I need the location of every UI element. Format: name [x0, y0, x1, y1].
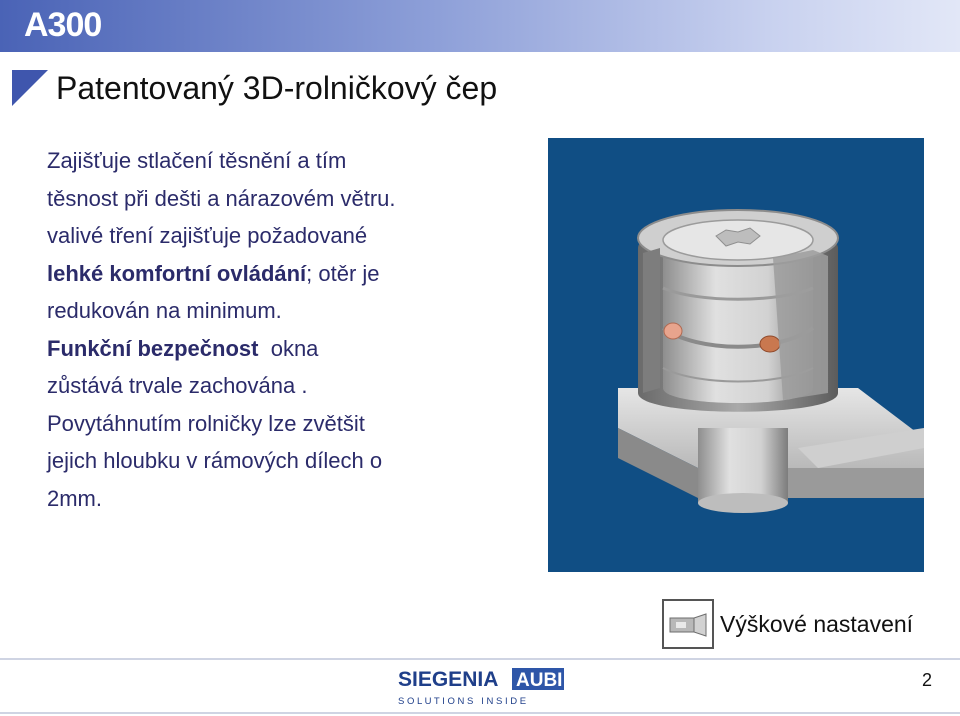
- siegenia-aubi-logo: [396, 662, 572, 708]
- body-line: [47, 255, 527, 293]
- body-line: Povytáhnutím rolničky lze zvětšit: [47, 410, 365, 436]
- body-line: zůstává trvale zachována .: [47, 373, 308, 398]
- roller-pin-render: [548, 138, 924, 572]
- roller-left: [664, 323, 682, 339]
- emphasis-text: Funkční bezpečnost: [47, 335, 259, 361]
- logo-name: SIEGENIA: [398, 668, 499, 691]
- height-adjust-icon: [668, 608, 708, 640]
- body-line: valivé tření zajišťuje požadované: [47, 223, 368, 248]
- footer-divider: [0, 658, 960, 660]
- roller-right: [760, 336, 780, 352]
- page-number: 2: [921, 670, 932, 690]
- body-line: 2mm.: [47, 485, 102, 511]
- emphasis-text: lehké komfortní ovládání: [47, 260, 307, 286]
- legend-label: Výškové nastavení: [720, 610, 914, 637]
- body-text-fragment: okna: [258, 335, 319, 361]
- body-line: [47, 330, 527, 368]
- logo-tagline: S O L U T I O N S I N S I D E: [398, 696, 527, 707]
- body-line: jejich hloubku v rámových dílech o: [47, 448, 383, 473]
- legend: [662, 598, 913, 650]
- footer-divider: [0, 712, 960, 714]
- title-triangle-icon: [12, 70, 48, 106]
- body-text: [47, 142, 527, 517]
- roller-pin-illustration: [548, 138, 924, 572]
- document-code: A300: [24, 6, 102, 44]
- slide-title: Patentovaný 3D-rolničkový čep: [56, 70, 498, 106]
- body-line: těsnost při dešti a nárazovém větru.: [47, 185, 396, 211]
- body-line: redukován na minimum.: [47, 298, 282, 323]
- legend-swatch: [662, 599, 714, 649]
- header-bar: [0, 0, 960, 52]
- logo-accent: AUBI: [516, 670, 563, 691]
- body-line: Zajišťuje stlačení těsnění a tím: [47, 148, 347, 173]
- body-text-fragment: ; otěr je: [306, 260, 380, 286]
